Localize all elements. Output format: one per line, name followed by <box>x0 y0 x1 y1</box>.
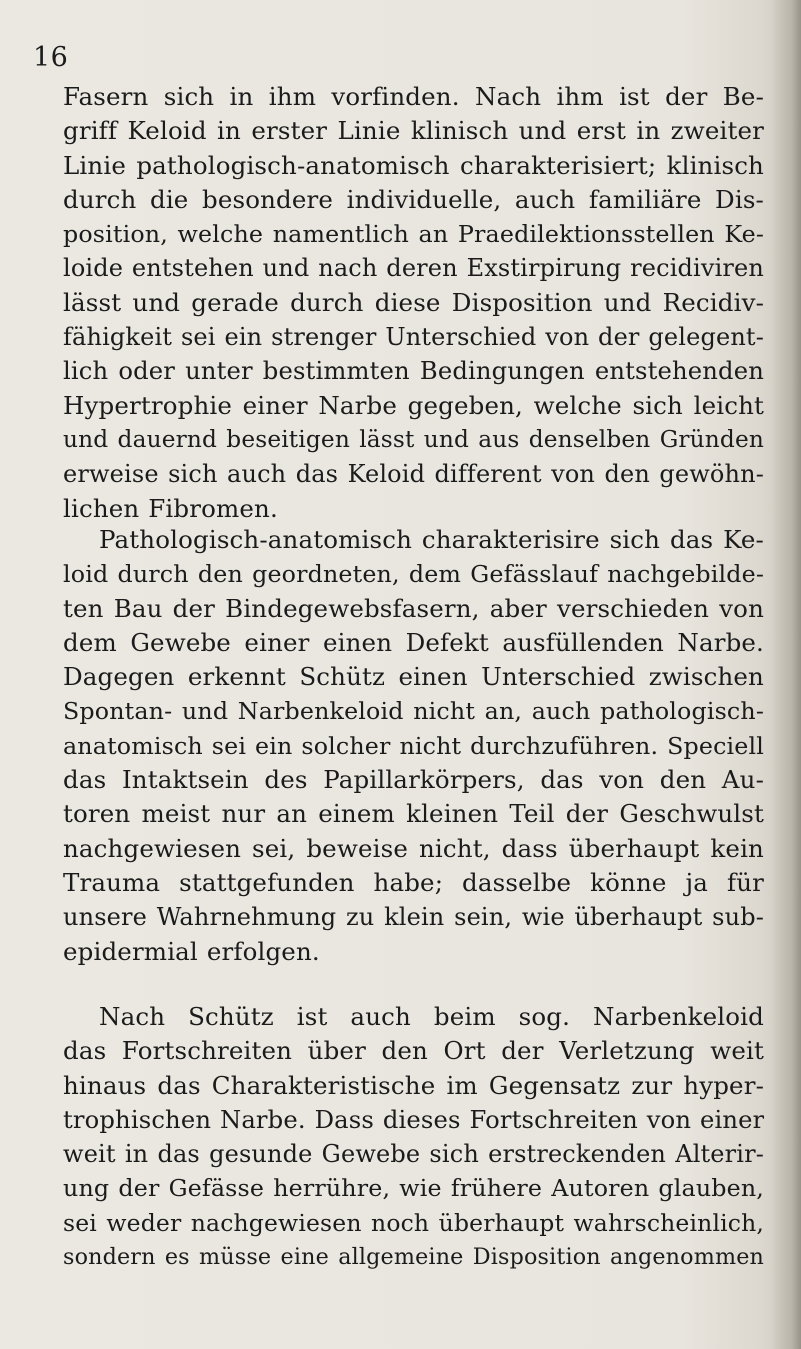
text-line: dem Gewebe einer einen Defekt ausfüllenden Narbe. <box>63 627 764 657</box>
text-line: das Fortschreiten über den Ort der Verletzung weit <box>63 1036 764 1066</box>
text-line: epidermial erfolgen. <box>63 936 320 966</box>
text-line: loide entstehen und nach deren Exstirpirung recidiviren <box>63 254 764 283</box>
text-line: trophischen Narbe. Dass dieses Fortschreiten von einer <box>63 1104 764 1134</box>
text-line: ten Bau der Bindegewebsfasern, aber verschieden von <box>63 593 764 623</box>
text-line: hinaus das Charakteristische im Gegensatz zur hyper- <box>63 1070 764 1100</box>
text-line: Hypertrophie einer Narbe gegeben, welche sich leicht <box>63 390 764 420</box>
text-line: loid durch den geordneten, dem Gefässlauf nachgebilde- <box>63 560 764 589</box>
text-line: und dauernd beseitigen lässt und aus denselben Gründen <box>63 425 764 453</box>
text-line: ung der Gefässe herrühre, wie frühere Autoren glauben, <box>63 1174 764 1203</box>
text-line: Pathologisch-anatomisch charakterisire sich das Ke- <box>99 525 764 554</box>
paragraph-3 <box>63 1000 764 1274</box>
text-line: fähigkeit sei ein strenger Unterschied von der gelegent- <box>63 323 764 352</box>
text-line: Linie pathologisch-anatomisch charakterisiert; klinisch <box>63 150 764 180</box>
text-line: Nach Schütz ist auch beim sog. Narbenkeloid <box>99 1002 764 1031</box>
text-line: sondern es müsse eine allgemeine Disposition angenommen <box>63 1244 764 1271</box>
page-number: 16 <box>33 42 69 73</box>
page-edge-shadow <box>771 0 801 1349</box>
text-line: nachgewiesen sei, beweise nicht, dass überhaupt kein <box>63 833 764 863</box>
paragraph-1 <box>63 80 764 526</box>
text-line: erweise sich auch das Keloid different von den gewöhn- <box>63 460 764 489</box>
text-line: toren meist nur an einem kleinen Teil der Geschwulst <box>63 799 764 829</box>
text-line: das Intaktsein des Papillarkörpers, das von den Au- <box>63 765 764 795</box>
text-line: lichen Fibromen. <box>63 493 278 523</box>
paragraph-2 <box>63 523 764 969</box>
text-line: griff Keloid in erster Linie klinisch und erst in zweiter <box>63 116 764 146</box>
text-line: Fasern sich in ihm vorfinden. Nach ihm ist der Be- <box>63 82 764 111</box>
text-line: unsere Wahrnehmung zu klein sein, wie überhaupt sub- <box>63 903 764 932</box>
text-line: weit in das gesunde Gewebe sich erstreckenden Alterir- <box>63 1140 764 1169</box>
text-line: position, welche namentlich an Praedilektionsstellen Ke- <box>63 220 764 249</box>
text-line: lich oder unter bestimmten Bedingungen entstehenden <box>63 356 764 386</box>
text-line: durch die besondere individuelle, auch familiäre Dis- <box>63 184 764 214</box>
text-line: Spontan- und Narbenkeloid nicht an, auch pathologisch- <box>63 697 764 726</box>
text-line: anatomisch sei ein solcher nicht durchzuführen. Speciell <box>63 731 764 760</box>
text-line: Dagegen erkennt Schütz einen Unterschied zwischen <box>63 662 764 692</box>
text-line: Trauma stattgefunden habe; dasselbe könne ja für <box>63 867 764 897</box>
text-line: sei weder nachgewiesen noch überhaupt wahrscheinlich, <box>63 1208 764 1237</box>
text-line: lässt und gerade durch diese Disposition und Recidiv- <box>63 287 764 317</box>
